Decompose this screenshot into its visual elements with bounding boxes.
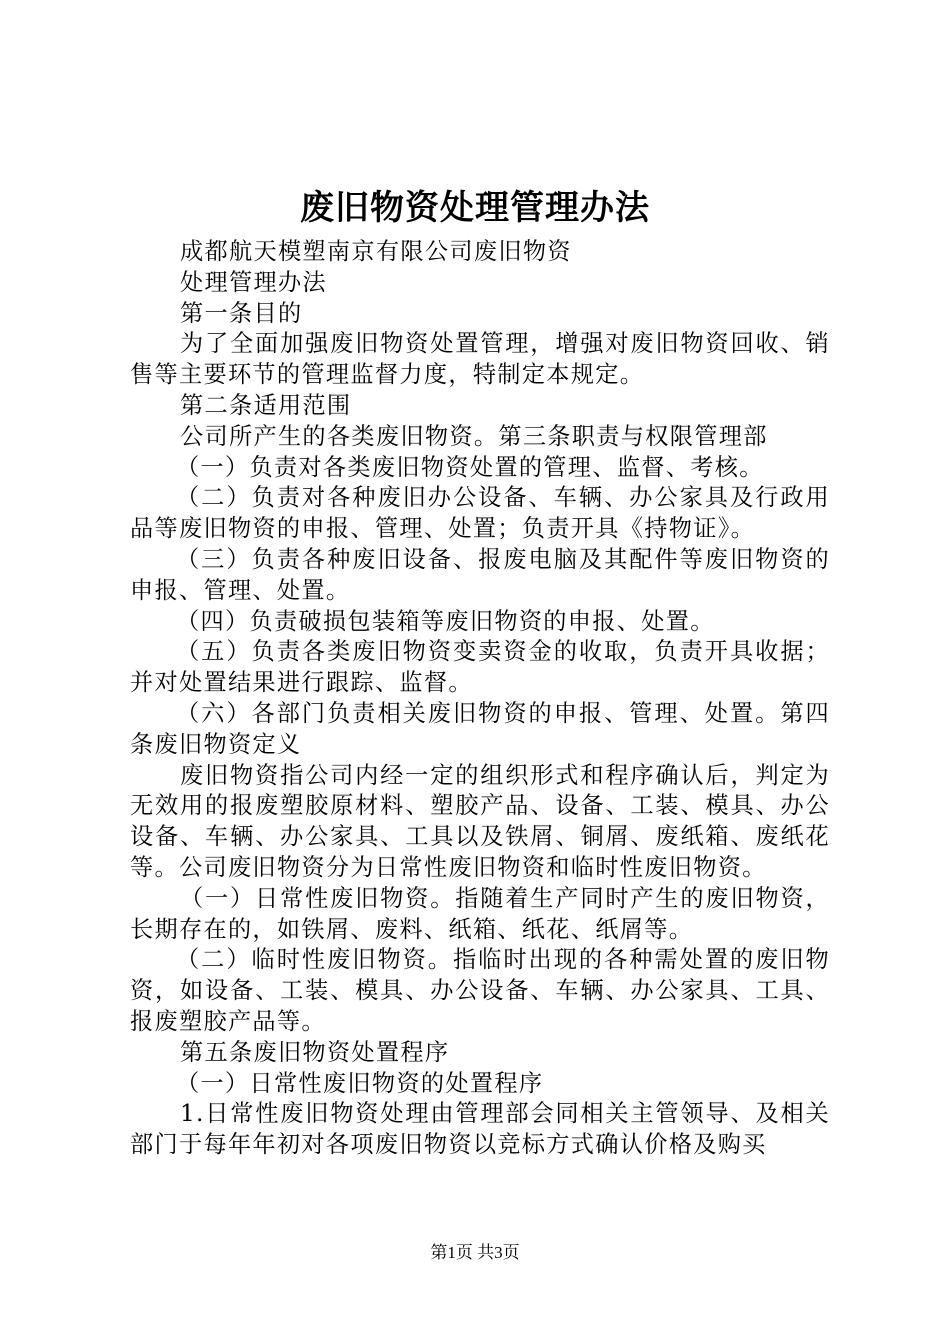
paragraph: （四）负责破损包装箱等废旧物资的申报、处置。: [176, 607, 715, 635]
paragraph: 公司所产生的各类废旧物资。第三条职责与权限管理部: [180, 422, 768, 450]
paragraph: 处理管理办法: [180, 268, 327, 296]
paragraph: （一）日常性废旧物资。指随着生产同时产生的废旧物资，长期存在的，如铁屑、废料、纸箱、纸花、纸屑等。: [130, 884, 830, 943]
paragraph: 第二条适用范围: [180, 391, 352, 419]
page-footer: 第1页 共3页: [430, 1243, 520, 1262]
paragraph: 为了全面加强废旧物资处置管理，增强对废旧物资回收、销售等主要环节的管理监督力度，特制定本规定。: [130, 330, 830, 389]
paragraph: 1.日常性废旧物资处理由管理部会同相关主管领导、及相关部门于每年年初对各项废旧物资以竞标方式确认价格及购买: [130, 1100, 830, 1159]
paragraph: 第五条废旧物资处置程序: [180, 1038, 450, 1066]
paragraph: （六）各部门负责相关废旧物资的申报、管理、处置。第四条废旧物资定义: [130, 699, 830, 758]
paragraph: 第一条目的: [180, 299, 303, 327]
paragraph: （二）临时性废旧物资。指临时出现的各种需处置的废旧物资，如设备、工装、模具、办公设备、车辆、办公家具、工具、报废塑胶产品等。: [130, 946, 830, 1035]
document-body: [130, 237, 830, 1161]
paragraph: 废旧物资指公司内经一定的组织形式和程序确认后，判定为无效用的报废塑胶原材料、塑胶产品、设备、工装、模具、办公设备、车辆、办公家具、工具以及铁屑、铜屑、废纸箱、废纸花等。公司废旧物资分为日常性废旧物资和临时性废旧物资。: [130, 761, 830, 881]
paragraph: （一）负责对各类废旧物资处置的管理、监督、考核。: [176, 453, 764, 481]
paragraph: （二）负责对各种废旧办公设备、车辆、办公家具及行政用品等废旧物资的申报、管理、处置；负责开具《持物证》。: [130, 484, 830, 543]
paragraph: （五）负责各类废旧物资变卖资金的收取，负责开具收据；并对处置结果进行跟踪、监督。: [130, 638, 830, 697]
paragraph: （三）负责各种废旧设备、报废电脑及其配件等废旧物资的申报、管理、处置。: [130, 545, 830, 604]
paragraph: 成都航天模塑南京有限公司废旧物资: [180, 238, 572, 265]
paragraph: （一）日常性废旧物资的处置程序: [176, 1069, 544, 1097]
document-title: 废旧物资处理管理办法: [300, 188, 650, 228]
